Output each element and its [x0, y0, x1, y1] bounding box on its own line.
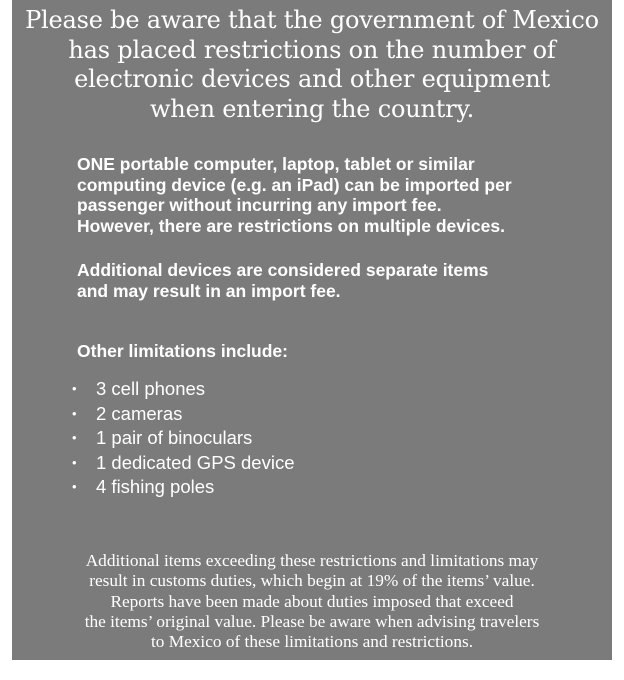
- headline-line: electronic devices and other equipment: [74, 65, 550, 93]
- list-item-text: 1 pair of binoculars: [96, 427, 253, 449]
- additional-devices-line: Additional devices are considered separate items: [77, 260, 489, 280]
- list-item: [72, 426, 295, 451]
- footer-line: result in customs duties, which begin at 19% of the items’ value.: [89, 571, 535, 591]
- device-rule-line: computing device (e.g. an iPad) can be imported per: [77, 174, 512, 195]
- device-rule-line: However, there are restrictions on multiple devices.: [77, 215, 505, 236]
- limitations-heading: Other limitations include:: [77, 341, 288, 361]
- device-rule-paragraph: [77, 154, 597, 236]
- list-item: [72, 402, 295, 427]
- list-item: [72, 451, 295, 476]
- bullet-icon: •: [72, 381, 77, 396]
- bullet-icon: •: [72, 454, 77, 470]
- list-item-text: 1 dedicated GPS device: [96, 451, 295, 473]
- footer-paragraph: [12, 551, 612, 652]
- bullet-icon: •: [72, 479, 77, 495]
- list-item-text: 2 cameras: [96, 402, 183, 424]
- notice-panel: [12, 0, 612, 660]
- bullet-icon: •: [72, 430, 77, 446]
- limitations-list: [72, 377, 295, 500]
- footer-line: to Mexico of these limitations and restrictions.: [150, 632, 474, 652]
- device-rule-line: passenger without incurring any import fee.: [77, 195, 442, 215]
- list-item: [72, 475, 295, 500]
- footer-line: Additional items exceeding these restrictions and limitations may: [85, 551, 539, 570]
- list-item: [72, 377, 295, 402]
- headline-line: Please be aware that the government of Mexico: [25, 6, 599, 34]
- list-item-text: 3 cell phones: [96, 378, 206, 399]
- headline-line: has placed restrictions on the number of: [68, 35, 556, 64]
- headline: [12, 6, 612, 124]
- footer-line: the items’ original value. Please be aware when advising travelers: [84, 611, 540, 631]
- bullet-icon: •: [72, 405, 77, 421]
- footer-line: Reports have been made about duties imposed that exceed: [110, 591, 514, 611]
- device-rule-line: ONE portable computer, laptop, tablet or similar: [77, 154, 475, 174]
- list-item-text: 4 fishing poles: [96, 476, 215, 498]
- additional-devices-paragraph: [77, 260, 597, 301]
- headline-line: when entering the country.: [149, 94, 475, 123]
- additional-devices-line: and may result in an import fee.: [77, 280, 341, 301]
